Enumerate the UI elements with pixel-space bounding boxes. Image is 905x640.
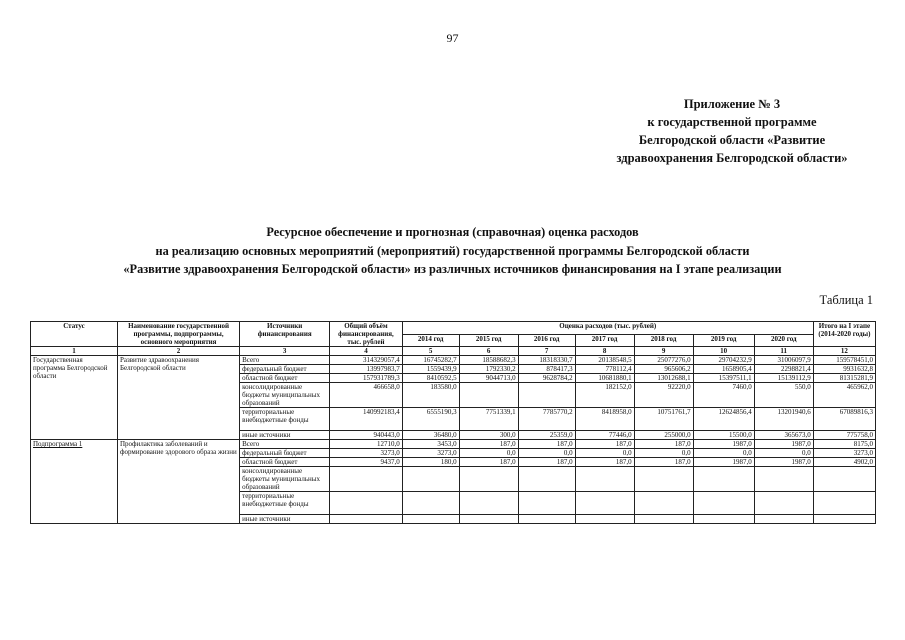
row-year-value: 1559439,9 xyxy=(402,365,459,374)
row-year-value: 0,0 xyxy=(693,449,754,458)
header-year: 2015 год xyxy=(459,334,518,347)
row-year-value xyxy=(459,383,518,408)
column-index: 3 xyxy=(240,347,330,356)
row-total: 12710,0 xyxy=(330,440,402,449)
row-year-value: 180,0 xyxy=(402,458,459,467)
row-year-value: 1987,0 xyxy=(754,458,813,467)
appendix-line: Приложение № 3 xyxy=(683,97,781,111)
title-line: на реализацию основных мероприятий (мероприятий) государственной программы Белгородской области xyxy=(155,243,750,258)
row-total: 3273,0 xyxy=(330,449,402,458)
row-year-value xyxy=(402,492,459,515)
row-year-value: 9628784,2 xyxy=(518,374,575,383)
row-year-value: 187,0 xyxy=(459,458,518,467)
row-final: 8175,0 xyxy=(813,440,875,449)
row-year-value: 182152,0 xyxy=(575,383,634,408)
row-year-value xyxy=(575,492,634,515)
row-final xyxy=(813,492,875,515)
header-year: 2016 год xyxy=(518,334,575,347)
row-year-value: 187,0 xyxy=(575,440,634,449)
row-year-value: 0,0 xyxy=(634,449,693,458)
row-year-value xyxy=(518,515,575,524)
row-year-value: 187,0 xyxy=(634,458,693,467)
header-name: Наименование государственной программы, подпрограммы, основного мероприятия xyxy=(117,322,239,347)
row-year-value: 25359,0 xyxy=(518,431,575,440)
header-year: 2018 год xyxy=(634,334,693,347)
row-year-value: 77446,0 xyxy=(575,431,634,440)
column-index: 7 xyxy=(518,347,575,356)
row-year-value: 300,0 xyxy=(459,431,518,440)
row-status: Подпрограмма 1 xyxy=(31,440,118,524)
title-line: «Развитие здравоохранения Белгородской области» из различных источников финансирования на I этапе реализации xyxy=(123,262,782,276)
column-index: 11 xyxy=(754,347,813,356)
row-year-value: 0,0 xyxy=(518,449,575,458)
table-caption: Таблица 1 xyxy=(819,293,873,307)
appendix-line: здравоохранения Белгородской области» xyxy=(616,151,848,165)
resource-table-container xyxy=(30,321,876,524)
row-year-value xyxy=(459,467,518,492)
row-year-value: 18588682,3 xyxy=(459,356,518,365)
row-year-value: 25077276,0 xyxy=(634,356,693,365)
row-total: 9437,0 xyxy=(330,458,402,467)
row-year-value: 16745282,7 xyxy=(402,356,459,365)
row-final: 775758,0 xyxy=(813,431,875,440)
row-year-value xyxy=(754,515,813,524)
row-year-value: 187,0 xyxy=(459,440,518,449)
row-status: Государственная программа Белгородской области xyxy=(31,356,118,440)
row-year-value: 0,0 xyxy=(575,449,634,458)
row-year-value: 187,0 xyxy=(634,440,693,449)
row-year-value xyxy=(575,467,634,492)
row-year-value: 3273,0 xyxy=(402,449,459,458)
row-year-value: 187,0 xyxy=(575,458,634,467)
row-name: Развитие здравоохранения Белгородской области xyxy=(117,356,239,440)
column-index: 5 xyxy=(402,347,459,356)
page-number: 97 xyxy=(446,31,459,45)
row-year-value xyxy=(402,515,459,524)
row-year-value: 7751339,1 xyxy=(459,408,518,431)
column-index: 10 xyxy=(693,347,754,356)
row-total: 13997983,7 xyxy=(330,365,402,374)
header-final: Итого на I этапе (2014-2020 годы) xyxy=(813,322,875,347)
row-total: 314329057,4 xyxy=(330,356,402,365)
row-total: 140992183,4 xyxy=(330,408,402,431)
row-total: 466658,0 xyxy=(330,383,402,408)
row-source: иные источники xyxy=(240,515,330,524)
row-year-value xyxy=(402,467,459,492)
row-year-value xyxy=(634,515,693,524)
row-year-value: 965606,2 xyxy=(634,365,693,374)
header-year: 2019 год xyxy=(693,334,754,347)
row-year-value xyxy=(754,492,813,515)
row-year-value xyxy=(693,492,754,515)
row-final: 465962,0 xyxy=(813,383,875,408)
table-row xyxy=(31,356,876,365)
row-year-value: 12624856,4 xyxy=(693,408,754,431)
row-year-value xyxy=(518,383,575,408)
row-final xyxy=(813,467,875,492)
row-year-value: 6555190,3 xyxy=(402,408,459,431)
row-source: иные источники xyxy=(240,431,330,440)
row-source: федеральный бюджет xyxy=(240,365,330,374)
row-year-value: 10681880,1 xyxy=(575,374,634,383)
row-source: консолидированные бюджеты муниципальных образований xyxy=(240,383,330,408)
row-year-value xyxy=(754,467,813,492)
header-estimate: Оценка расходов (тыс. рублей) xyxy=(402,322,813,335)
header-year: 2020 год xyxy=(754,334,813,347)
row-year-value xyxy=(634,492,693,515)
column-index: 8 xyxy=(575,347,634,356)
row-source: областной бюджет xyxy=(240,374,330,383)
header-status: Статус xyxy=(31,322,118,347)
row-final: 3273,0 xyxy=(813,449,875,458)
row-year-value: 29704232,9 xyxy=(693,356,754,365)
row-year-value: 187,0 xyxy=(518,440,575,449)
row-source: федеральный бюджет xyxy=(240,449,330,458)
row-source: территориальные внебюджетные фонды xyxy=(240,408,330,431)
row-year-value xyxy=(634,467,693,492)
row-final: 4902,0 xyxy=(813,458,875,467)
row-year-value: 8410592,5 xyxy=(402,374,459,383)
row-year-value: 1987,0 xyxy=(693,458,754,467)
column-index: 12 xyxy=(813,347,875,356)
row-year-value xyxy=(693,515,754,524)
row-year-value: 255000,0 xyxy=(634,431,693,440)
row-year-value: 3453,0 xyxy=(402,440,459,449)
row-year-value: 183580,0 xyxy=(402,383,459,408)
title-line: Ресурсное обеспечение и прогнозная (справочная) оценка расходов xyxy=(266,225,639,239)
row-final: 9931632,8 xyxy=(813,365,875,374)
header-source: Источники финансирования xyxy=(240,322,330,347)
row-year-value: 13012688,1 xyxy=(634,374,693,383)
row-year-value: 7785770,2 xyxy=(518,408,575,431)
header-total: Общий объём финансирования, тыс. рублей xyxy=(330,322,402,347)
row-source: Всего xyxy=(240,356,330,365)
appendix-line: к государственной программе xyxy=(647,115,817,129)
row-total: 157931789,3 xyxy=(330,374,402,383)
table-row xyxy=(31,440,876,449)
column-index: 4 xyxy=(330,347,402,356)
appendix-heading xyxy=(537,95,867,167)
row-year-value xyxy=(518,467,575,492)
row-year-value: 187,0 xyxy=(518,458,575,467)
row-year-value xyxy=(459,515,518,524)
row-year-value: 1658905,4 xyxy=(693,365,754,374)
row-year-value: 36480,0 xyxy=(402,431,459,440)
row-total xyxy=(330,467,402,492)
row-year-value: 7460,0 xyxy=(693,383,754,408)
row-year-value: 15397511,1 xyxy=(693,374,754,383)
row-year-value: 2298821,4 xyxy=(754,365,813,374)
row-total xyxy=(330,515,402,524)
column-index: 9 xyxy=(634,347,693,356)
column-index: 1 xyxy=(31,347,118,356)
row-year-value: 550,0 xyxy=(754,383,813,408)
row-year-value: 8418958,0 xyxy=(575,408,634,431)
row-year-value: 13201940,6 xyxy=(754,408,813,431)
column-index: 2 xyxy=(117,347,239,356)
row-year-value: 15139112,9 xyxy=(754,374,813,383)
row-year-value: 10751761,7 xyxy=(634,408,693,431)
row-source: территориальные внебюджетные фонды xyxy=(240,492,330,515)
row-name: Профилактика заболеваний и формирование здорового образа жизни xyxy=(117,440,239,524)
document-title xyxy=(0,223,905,279)
column-index: 6 xyxy=(459,347,518,356)
row-year-value: 1987,0 xyxy=(693,440,754,449)
row-year-value: 0,0 xyxy=(754,449,813,458)
row-final xyxy=(813,515,875,524)
row-year-value: 778112,4 xyxy=(575,365,634,374)
row-year-value xyxy=(693,467,754,492)
row-source: областной бюджет xyxy=(240,458,330,467)
row-year-value: 31006097,9 xyxy=(754,356,813,365)
row-year-value: 878417,3 xyxy=(518,365,575,374)
row-final: 67089816,3 xyxy=(813,408,875,431)
row-year-value: 1987,0 xyxy=(754,440,813,449)
row-year-value: 1792330,2 xyxy=(459,365,518,374)
row-year-value xyxy=(518,492,575,515)
row-total xyxy=(330,492,402,515)
row-year-value xyxy=(459,492,518,515)
row-final: 159578451,0 xyxy=(813,356,875,365)
row-year-value: 18318330,7 xyxy=(518,356,575,365)
row-year-value xyxy=(575,515,634,524)
row-final: 81315281,9 xyxy=(813,374,875,383)
appendix-line: Белгородской области «Развитие xyxy=(638,133,826,147)
header-year: 2014 год xyxy=(402,334,459,347)
row-year-value: 20138548,5 xyxy=(575,356,634,365)
row-year-value: 15500,0 xyxy=(693,431,754,440)
row-source: консолидированные бюджеты муниципальных образований xyxy=(240,467,330,492)
row-total: 940443,0 xyxy=(330,431,402,440)
header-year: 2017 год xyxy=(575,334,634,347)
row-year-value: 365673,0 xyxy=(754,431,813,440)
resource-table xyxy=(30,321,876,524)
row-year-value: 0,0 xyxy=(459,449,518,458)
row-year-value: 9044713,0 xyxy=(459,374,518,383)
row-source: Всего xyxy=(240,440,330,449)
row-year-value: 92220,0 xyxy=(634,383,693,408)
